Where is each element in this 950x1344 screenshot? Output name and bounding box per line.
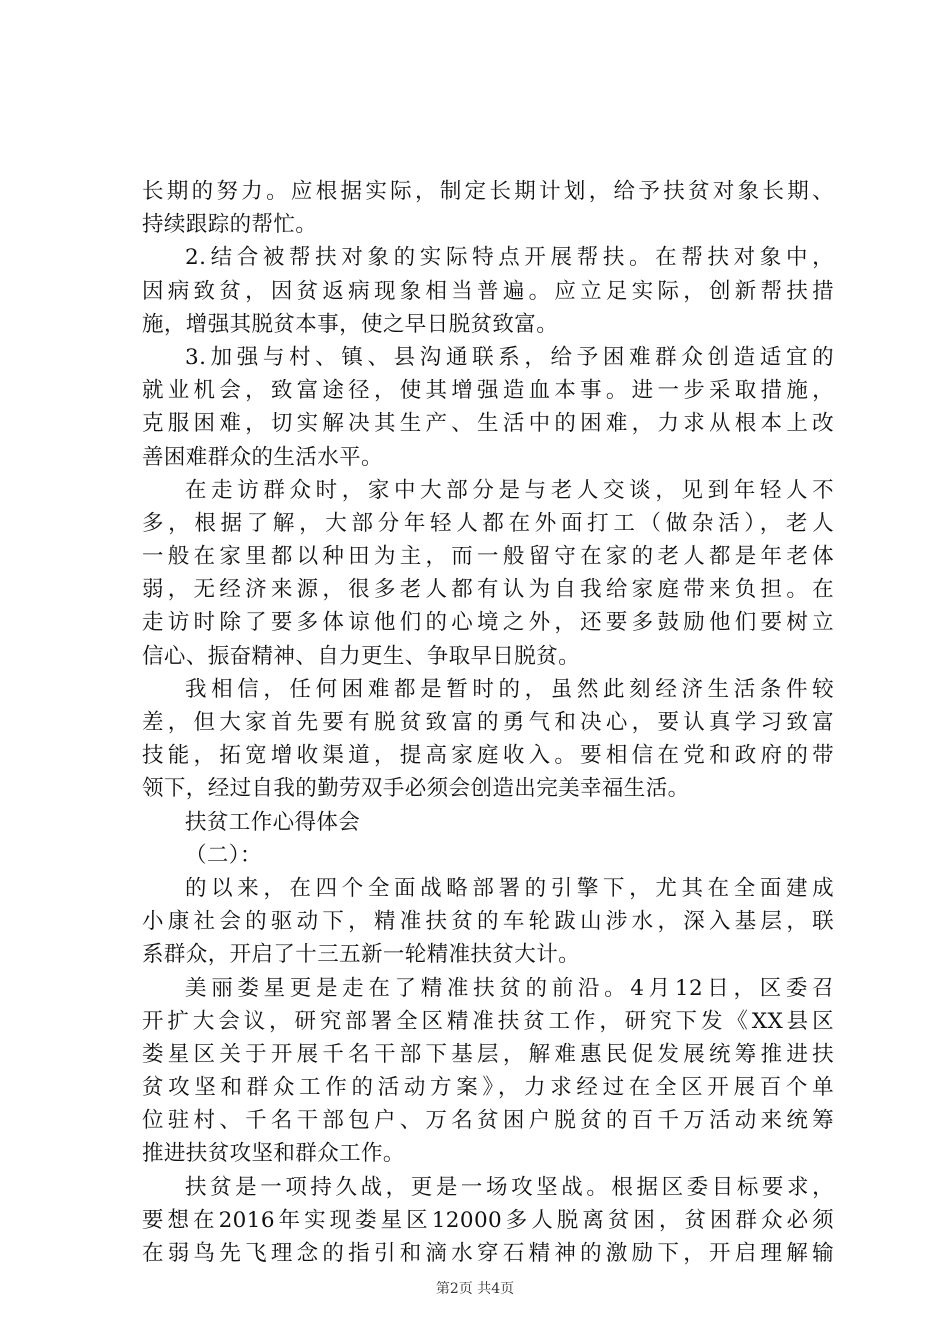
page-number: 第2页 共4页: [435, 1281, 515, 1297]
text-line: 推进扶贫攻坚和群众工作。: [142, 1141, 405, 1167]
text-line: 3.加强与村、镇、县沟通联系，给予困难群众创造适宜的: [185, 344, 834, 370]
text-line: 持续跟踪的帮忙。: [142, 212, 318, 238]
text-line: 的以来，在四个全面战略部署的引擎下，尤其在全面建成: [185, 875, 834, 901]
text-line: 善困难群众的生活水平。: [142, 444, 383, 470]
text-line: 多，根据了解，大部分年轻人都在外面打工（做杂活），老人: [142, 510, 834, 536]
text-line: 弱，无经济来源，很多老人都有认为自我给家庭带来负担。在: [142, 577, 834, 603]
text-line: 贫攻坚和群众工作的活动方案》，力求经过在全区开展百个单: [142, 1075, 834, 1101]
text-line: 2.结合被帮扶对象的实际特点开展帮扶。在帮扶对象中，: [185, 245, 834, 271]
text-line: 因病致贫，因贫返病现象相当普遍。应立足实际，创新帮扶措: [142, 278, 834, 304]
text-line: 在走访群众时，家中大部分是与老人交谈，见到年轻人不: [185, 477, 834, 503]
text-line: 长期的努力。应根据实际，制定长期计划，给予扶贫对象长期、: [142, 179, 834, 204]
text-line: 开扩大会议，研究部署全区精准扶贫工作，研究下发《XX县区: [142, 1008, 834, 1034]
text-line: 走访时除了要多体谅他们的心境之外，还要多鼓励他们要树立: [142, 610, 834, 636]
section-number: （二）：: [185, 842, 262, 868]
text-line: 一般在家里都以种田为主，而一般留守在家的老人都是年老体: [142, 544, 834, 570]
text-line: 克服困难，切实解决其生产、生活中的困难，力求从根本上改: [142, 411, 834, 437]
text-line: 系群众，开启了十三五新一轮精准扶贫大计。: [142, 942, 581, 968]
section-heading: 扶贫工作心得体会: [185, 809, 361, 835]
text-line: 我相信，任何困难都是暂时的，虽然此刻经济生活条件较: [185, 676, 834, 702]
text-line: 领下，经过自我的勤劳双手必须会创造出完美幸福生活。: [142, 776, 690, 802]
text-line: 美丽娄星更是走在了精准扶贫的前沿。4月12日，区委召: [185, 975, 834, 1001]
text-line: 信心、振奋精神、自力更生、争取早日脱贫。: [142, 643, 581, 669]
body-text: [142, 175, 834, 1270]
page-footer: [0, 1278, 950, 1298]
text-line: 要想在2016年实现娄星区12000多人脱离贫困，贫困群众必须: [142, 1207, 834, 1233]
text-line: 扶贫是一项持久战，更是一场攻坚战。根据区委目标要求，: [185, 1174, 834, 1200]
text-line: 位驻村、千名干部包户、万名贫困户脱贫的百千万活动来统筹: [142, 1108, 834, 1134]
text-line: 小康社会的驱动下，精准扶贫的车轮跋山涉水，深入基层，联: [142, 909, 834, 935]
text-line: 在弱鸟先飞理念的指引和滴水穿石精神的激励下，开启理解输: [142, 1241, 834, 1266]
text-line: 差，但大家首先要有脱贫致富的勇气和决心，要认真学习致富: [142, 710, 834, 735]
text-line: 技能，拓宽增收渠道，提高家庭收入。要相信在党和政府的带: [142, 743, 834, 769]
text-line: 娄星区关于开展千名干部下基层，解难惠民促发展统筹推进扶: [142, 1041, 834, 1067]
text-line: 就业机会，致富途径，使其增强造血本事。进一步采取措施，: [142, 378, 834, 404]
text-line: 施，增强其脱贫本事，使之早日脱贫致富。: [142, 311, 559, 337]
